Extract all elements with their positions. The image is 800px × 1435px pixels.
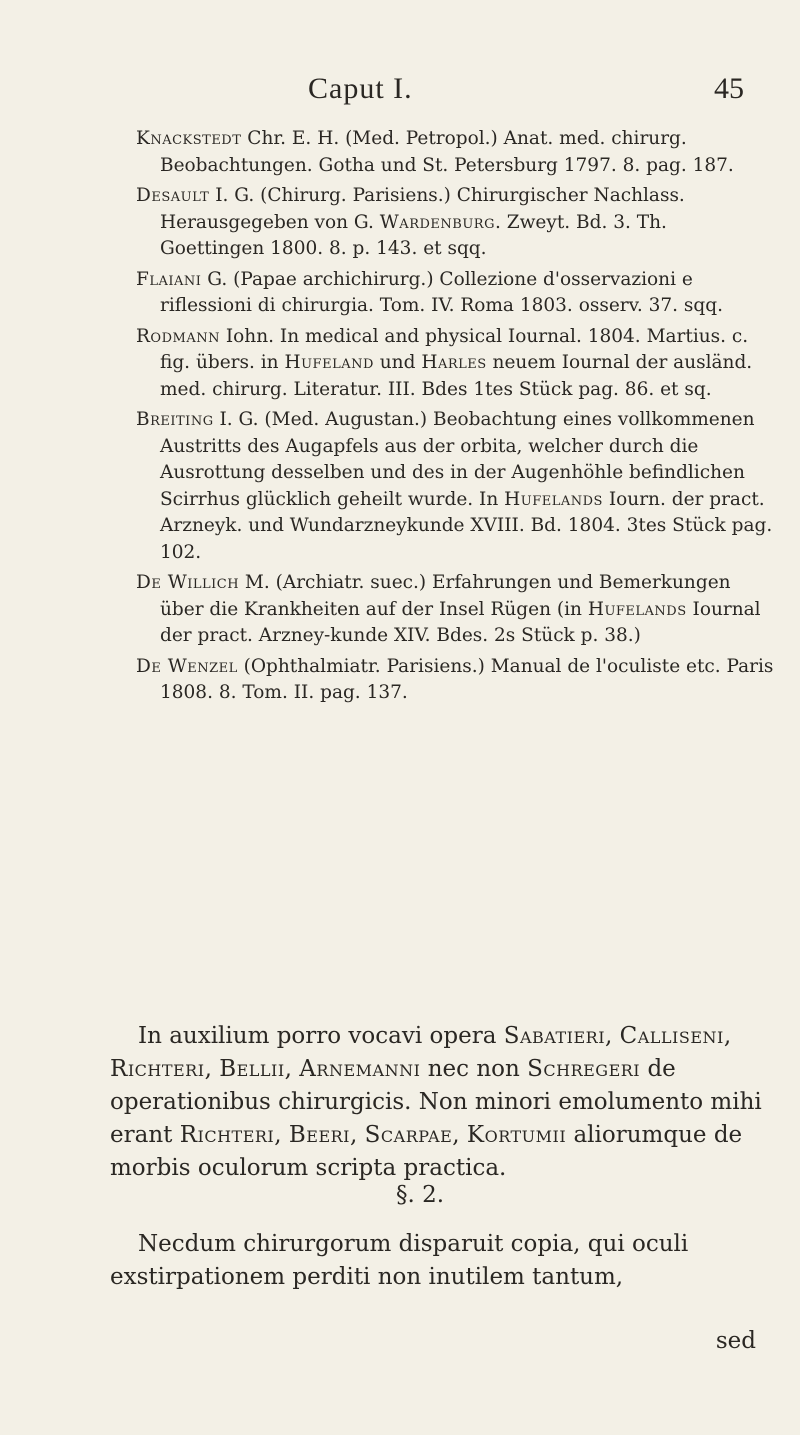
editor-name: Hufelands: [587, 598, 687, 620]
text-run: In auxilium porro vocavi opera: [138, 1023, 504, 1049]
entry-text: M. (Archiatr. suec.) Erfahrungen und Bemerkungen über die Krankheiten auf der Insel Rügen (in: [160, 572, 731, 620]
entry-text: . Zweyt. Bd. 3. Th. Goettingen 1800. 8. p. 143. et sqq.: [160, 211, 667, 259]
author-name: Breiting: [136, 409, 214, 430]
editor-name: Wardenburg: [379, 211, 495, 233]
entry-text: neuem Iournal der ausländ. med. chirurg. Literatur. III. Bdes 1tes Stück pag. 86. et sq.: [160, 352, 753, 400]
bibliography-list: [136, 126, 776, 711]
text-run: ,: [284, 1056, 300, 1082]
text-run: ,: [605, 1023, 620, 1049]
author-name: Flaiani: [136, 268, 202, 290]
person-name: Bellii: [219, 1056, 285, 1082]
author-name: De Willich: [136, 572, 240, 593]
editor-name: Hufeland: [284, 352, 374, 373]
entry-text: Iourn. der pract. Arzneyk. und Wundarzneykunde XVIII. Bd. 1804. 3tes Stück pag. 102.: [160, 488, 773, 563]
entry-text: I. G. (Chirurg. Parisiens.) Chirurgischer Nachlass. Herausgegeben von G.: [160, 185, 685, 233]
person-name: Sabatieri: [503, 1023, 606, 1049]
entry-text: und: [373, 352, 422, 373]
entry-text: Iohn. In medical and physical Iournal. 1804. Martius. c. fig. übers. in: [160, 325, 749, 373]
text-run: ,: [204, 1056, 220, 1082]
bib-entry-desault: [136, 183, 776, 263]
entry-text: (Ophthalmiatr. Parisiens.) Manual de l'oculiste etc. Paris 1808. 8. Tom. II. pag. 137.: [160, 655, 774, 703]
person-name: Schregeri: [527, 1056, 641, 1082]
text-run: ,: [274, 1122, 289, 1148]
paragraph-section-2: [110, 1228, 775, 1294]
text-run: ,: [452, 1122, 467, 1148]
person-name: Scarpae: [364, 1122, 453, 1148]
text-run: de operationibus chirurgicis. Non minori emolumento mihi erant: [110, 1056, 762, 1148]
person-name: Richteri: [179, 1122, 275, 1148]
bib-entry-wenzel: [136, 654, 776, 707]
person-name: Kortumii: [466, 1122, 567, 1148]
editor-name: Harles: [421, 352, 487, 373]
bib-entry-breiting: [136, 407, 776, 566]
bib-entry-rodmann: [136, 324, 776, 404]
text-run: nec non: [420, 1056, 528, 1082]
running-head: Caput I.: [308, 72, 413, 105]
bib-entry-flaiani: [136, 267, 776, 320]
person-name: Arnemanni: [299, 1056, 421, 1082]
author-name: Rodmann: [136, 325, 220, 347]
body-paragraph: Necdum chirurgorum disparuit copia, qui oculi exstirpationem perditi non inutilem tantum,: [110, 1231, 689, 1290]
person-name: Richteri: [110, 1056, 205, 1082]
text-run: aliorumque de morbis oculorum scripta practica.: [110, 1122, 743, 1181]
entry-text: G. (Papae archichirurg.) Collezione d'osservazioni e riflessioni di chirurgia. Tom. IV. Roma 1803. osserv. 37. sqq.: [160, 268, 723, 316]
entry-text: I. G. (Med. Augustan.) Beobachtung eines vollkommenen Austritts des Augapfels aus der orbita, welcher durch die Ausrottung desselben und des in der Augenhöhle befindlichen Scirrhus glücklich geheilt wurde. In: [160, 409, 755, 510]
author-name: Knackstedt: [136, 128, 242, 149]
bib-entry-willich: [136, 570, 776, 650]
author-name: De Wenzel: [136, 655, 238, 677]
body-paragraph: [110, 1020, 775, 1185]
page-header: [0, 72, 800, 112]
person-name: Calliseni: [619, 1023, 724, 1049]
paragraph-sources: [110, 1020, 775, 1185]
text-run: ,: [723, 1023, 732, 1049]
entry-text: Chr. E. H. (Med. Petropol.) Anat. med. chirurg. Beobachtungen. Gotha und St. Petersburg 1797. 8. pag. 187.: [160, 128, 734, 176]
page-number: 45: [714, 72, 744, 105]
section-heading: §. 2.: [395, 1182, 445, 1208]
text-run: ,: [350, 1122, 365, 1148]
catchword: sed: [715, 1328, 756, 1354]
person-name: Beeri: [288, 1122, 351, 1148]
bib-entry-knackstedt: [136, 126, 776, 179]
editor-name: Hufelands: [504, 488, 603, 510]
author-name: Desault: [136, 185, 210, 206]
entry-text: Iournal der pract. Arzney-kunde XIV. Bdes. 2s Stück p. 38.): [160, 598, 761, 646]
